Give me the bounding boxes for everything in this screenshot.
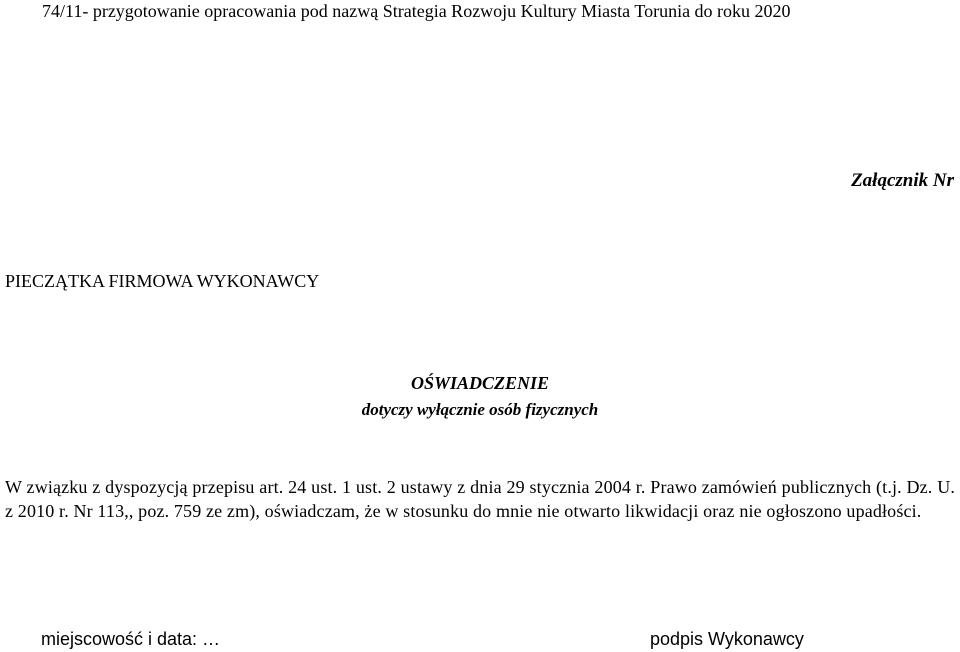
contractor-signature-field: podpis Wykonawcy xyxy=(650,629,804,649)
declaration-title: OŚWIADCZENIE xyxy=(410,373,550,393)
attachment-number-label: Załącznik Nr xyxy=(851,170,954,191)
company-stamp-label: PIECZĄTKA FIRMOWA WYKONAWCY xyxy=(5,271,320,291)
declaration-body-paragraph: W związku z dyspozycją przepisu art. 24 ust. 1 ust. 2 ustawy z dnia 29 stycznia 2004 r. Prawo zamówień publicznych (t.j. Dz. U. z 2010 r. Nr 113,, poz. 759 ze zm), oświadczam, że w stosunku do mnie nie otwarto likwidacji oraz nie ogłoszono upadłości. xyxy=(5,477,955,521)
place-and-date-field: miejscowość i data: … xyxy=(41,629,221,649)
document-header-line: 74/11- przygotowanie opracowania pod nazwą Strategia Rozwoju Kultury Miasta Torunia do roku 2020 xyxy=(42,1,791,21)
declaration-subtitle: dotyczy wyłącznie osób fizycznych xyxy=(361,400,599,419)
